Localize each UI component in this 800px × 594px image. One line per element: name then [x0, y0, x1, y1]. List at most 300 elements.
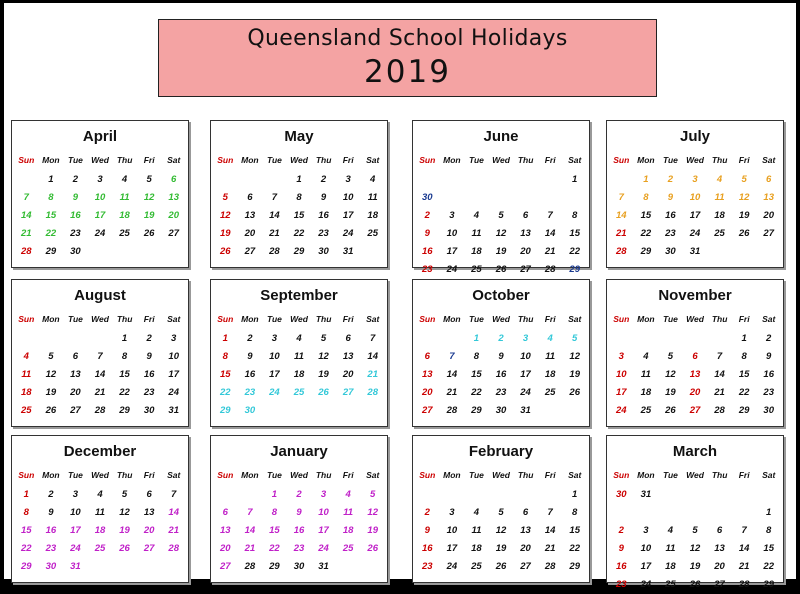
- day-grid: [609, 486, 781, 594]
- day-cell: 18: [714, 210, 725, 221]
- month-name: February: [468, 443, 534, 460]
- day-cell: 10: [640, 543, 652, 554]
- day-cell: 1: [271, 489, 278, 500]
- weekday-label: Tue: [468, 470, 484, 480]
- weekday-label: Thu: [315, 155, 332, 165]
- day-cell: 11: [367, 192, 378, 203]
- day-cell: 20: [143, 525, 155, 536]
- day-cell: 12: [738, 192, 750, 203]
- day-cell: 12: [665, 369, 676, 380]
- day-cell: 16: [143, 369, 155, 380]
- day-cell: 14: [446, 369, 458, 380]
- day-cell: 28: [94, 405, 106, 416]
- day-cell: 8: [473, 351, 480, 362]
- empty-day-cell: [538, 189, 563, 207]
- month-name: September: [260, 287, 338, 304]
- day-cell: 23: [293, 543, 305, 554]
- day-cell: 15: [738, 369, 750, 380]
- day-cell: 31: [342, 246, 354, 257]
- weekday-label: Fri: [342, 314, 354, 324]
- day-cell: 25: [367, 228, 378, 239]
- day-cell: 13: [244, 210, 256, 221]
- day-cell: 30: [70, 246, 81, 257]
- day-cell: 23: [143, 387, 155, 398]
- weekday-label: Mon: [443, 470, 461, 480]
- day-grid: [415, 486, 587, 576]
- weekday-label: Wed: [91, 470, 109, 480]
- day-cell: 30: [615, 489, 627, 500]
- day-cell: 27: [421, 405, 433, 416]
- day-cell: 15: [569, 525, 580, 536]
- day-cell: 20: [244, 228, 256, 239]
- empty-day-cell: [683, 330, 708, 348]
- empty-day-cell: [360, 558, 385, 576]
- day-cell: 20: [421, 387, 433, 398]
- day-cell: 24: [269, 387, 280, 398]
- day-cell: 29: [471, 405, 482, 416]
- day-cell: 25: [640, 405, 652, 416]
- weekday-label: Sat: [366, 470, 380, 480]
- month-name: November: [658, 287, 732, 304]
- day-cell: 5: [146, 174, 152, 185]
- empty-day-cell: [440, 171, 465, 189]
- weekday-header: [213, 155, 385, 165]
- day-cell: 10: [520, 351, 531, 362]
- day-cell: 9: [498, 351, 504, 362]
- weekday-label: Sun: [18, 470, 35, 480]
- weekday-header: [609, 314, 781, 324]
- day-cell: 7: [741, 525, 747, 536]
- day-cell: 21: [615, 228, 627, 239]
- year-label: 2019: [364, 54, 451, 90]
- day-cell: 26: [738, 228, 750, 239]
- weekday-label: Wed: [91, 155, 109, 165]
- day-cell: 1: [121, 333, 128, 344]
- weekday-label: Sun: [419, 470, 436, 480]
- day-cell: 27: [714, 579, 725, 590]
- empty-day-cell: [336, 558, 361, 576]
- day-cell: 13: [168, 192, 179, 203]
- day-cell: 15: [20, 525, 32, 536]
- empty-day-cell: [732, 486, 757, 504]
- weekday-label: Mon: [637, 470, 655, 480]
- day-cell: 25: [20, 405, 32, 416]
- day-cell: 16: [70, 210, 81, 221]
- empty-day-cell: [609, 504, 634, 522]
- weekday-label: Mon: [42, 470, 60, 480]
- day-cell: 22: [219, 387, 231, 398]
- day-cell: 15: [45, 210, 57, 221]
- day-cell: 19: [119, 525, 130, 536]
- weekday-label: Fri: [544, 314, 556, 324]
- empty-day-cell: [287, 402, 312, 420]
- weekday-label: Tue: [67, 470, 83, 480]
- day-cell: 1: [572, 174, 578, 185]
- day-cell: 22: [269, 543, 280, 554]
- day-cell: 22: [640, 228, 652, 239]
- day-cell: 8: [572, 210, 578, 221]
- day-cell: 11: [471, 525, 482, 536]
- day-cell: 5: [320, 333, 327, 344]
- day-cell: 16: [495, 369, 507, 380]
- day-cell: 3: [643, 525, 649, 536]
- day-cell: 22: [45, 228, 57, 239]
- day-cell: 7: [171, 489, 177, 500]
- day-cell: 6: [247, 192, 253, 203]
- day-grid: [14, 486, 186, 576]
- month-name: June: [483, 128, 519, 145]
- day-cell: 1: [296, 174, 302, 185]
- empty-day-cell: [658, 486, 683, 504]
- month-name: May: [284, 128, 314, 145]
- day-cell: 9: [424, 525, 430, 536]
- weekday-label: Thu: [116, 155, 133, 165]
- day-cell: 19: [318, 369, 329, 380]
- day-cell: 19: [219, 228, 231, 239]
- day-cell: 27: [763, 228, 774, 239]
- day-cell: 6: [345, 333, 351, 344]
- day-cell: 30: [143, 405, 155, 416]
- day-cell: 26: [665, 405, 676, 416]
- day-cell: 30: [45, 561, 57, 572]
- day-cell: 18: [471, 543, 482, 554]
- day-cell: 8: [296, 192, 302, 203]
- day-cell: 5: [222, 192, 228, 203]
- weekday-label: Wed: [290, 470, 308, 480]
- day-cell: 10: [269, 351, 280, 362]
- empty-day-cell: [88, 558, 113, 576]
- weekday-label: Thu: [711, 155, 728, 165]
- day-cell: 19: [45, 387, 57, 398]
- day-grid: [213, 486, 385, 576]
- day-cell: 16: [293, 525, 305, 536]
- day-cell: 2: [667, 174, 674, 185]
- day-cell: 5: [692, 525, 698, 536]
- weekday-label: Wed: [686, 470, 704, 480]
- day-cell: 17: [640, 561, 652, 572]
- day-cell: 24: [520, 387, 531, 398]
- weekday-label: Sun: [613, 314, 630, 324]
- day-cell: 30: [665, 246, 676, 257]
- day-cell: 29: [569, 561, 580, 572]
- day-cell: 14: [94, 369, 106, 380]
- day-cell: 8: [23, 507, 29, 518]
- weekday-label: Fri: [544, 155, 556, 165]
- month-card-july: [606, 120, 784, 268]
- day-cell: 27: [520, 264, 531, 275]
- empty-day-cell: [489, 189, 514, 207]
- day-cell: 23: [665, 228, 676, 239]
- weekday-label: Sun: [217, 155, 234, 165]
- day-cell: 20: [342, 369, 354, 380]
- weekday-label: Mon: [42, 155, 60, 165]
- day-cell: 23: [421, 264, 433, 275]
- day-cell: 20: [520, 543, 531, 554]
- day-cell: 14: [615, 210, 627, 221]
- day-grid: [609, 330, 781, 420]
- empty-day-cell: [415, 330, 440, 348]
- day-cell: 13: [342, 351, 354, 362]
- day-cell: 11: [294, 351, 304, 362]
- day-grid: [609, 171, 781, 261]
- day-cell: 12: [318, 351, 329, 362]
- day-cell: 1: [222, 333, 228, 344]
- weekday-header: [415, 314, 587, 324]
- weekday-header: [213, 470, 385, 480]
- month-card-august: [11, 279, 189, 427]
- weekday-label: Tue: [67, 155, 83, 165]
- day-cell: 26: [143, 228, 155, 239]
- day-cell: 11: [343, 507, 354, 518]
- weekday-label: Wed: [492, 470, 510, 480]
- day-cell: 31: [520, 405, 531, 416]
- empty-day-cell: [683, 504, 708, 522]
- day-cell: 21: [20, 228, 32, 239]
- day-cell: 27: [168, 228, 179, 239]
- day-cell: 19: [495, 246, 507, 257]
- weekday-label: Wed: [290, 155, 308, 165]
- day-cell: 26: [689, 579, 701, 590]
- day-cell: 9: [320, 192, 327, 203]
- day-cell: 6: [72, 351, 79, 362]
- day-cell: 24: [615, 405, 627, 416]
- day-cell: 21: [738, 561, 750, 572]
- day-cell: 4: [716, 174, 723, 185]
- day-cell: 2: [766, 333, 772, 344]
- day-cell: 27: [342, 387, 354, 398]
- day-cell: 12: [569, 351, 580, 362]
- day-cell: 4: [23, 351, 29, 362]
- day-cell: 11: [640, 369, 651, 380]
- day-cell: 19: [738, 210, 750, 221]
- day-cell: 25: [665, 579, 676, 590]
- empty-day-cell: [360, 402, 385, 420]
- day-cell: 26: [569, 387, 580, 398]
- day-cell: 30: [293, 561, 305, 572]
- day-cell: 31: [689, 246, 701, 257]
- day-cell: 4: [473, 507, 480, 518]
- day-grid: [14, 330, 186, 420]
- day-cell: 16: [421, 543, 433, 554]
- empty-day-cell: [683, 486, 708, 504]
- month-name: July: [679, 128, 710, 145]
- day-cell: 5: [741, 174, 747, 185]
- weekday-label: Sat: [568, 155, 582, 165]
- empty-day-cell: [238, 171, 263, 189]
- day-cell: 25: [714, 228, 725, 239]
- day-cell: 4: [667, 525, 674, 536]
- day-cell: 21: [94, 387, 106, 398]
- day-cell: 16: [45, 525, 57, 536]
- day-cell: 10: [70, 507, 81, 518]
- day-cell: 6: [766, 174, 772, 185]
- day-cell: 12: [495, 525, 507, 536]
- day-cell: 4: [473, 210, 480, 221]
- day-cell: 13: [219, 525, 231, 536]
- day-cell: 2: [618, 525, 624, 536]
- weekday-label: Fri: [738, 314, 750, 324]
- weekday-label: Thu: [517, 314, 534, 324]
- empty-day-cell: [88, 330, 113, 348]
- day-cell: 8: [48, 192, 54, 203]
- day-cell: 29: [119, 405, 130, 416]
- day-cell: 25: [94, 543, 106, 554]
- day-cell: 1: [572, 489, 578, 500]
- day-cell: 16: [318, 210, 329, 221]
- weekday-label: Mon: [637, 155, 655, 165]
- day-cell: 1: [23, 489, 29, 500]
- day-cell: 3: [618, 351, 624, 362]
- day-cell: 6: [146, 489, 152, 500]
- day-cell: 20: [763, 210, 774, 221]
- weekday-label: Tue: [468, 314, 484, 324]
- day-cell: 2: [424, 210, 430, 221]
- empty-day-cell: [161, 243, 186, 261]
- day-cell: 25: [471, 264, 482, 275]
- month-card-september: [210, 279, 388, 427]
- day-cell: 12: [45, 369, 57, 380]
- day-cell: 3: [97, 174, 103, 185]
- day-cell: 22: [738, 387, 750, 398]
- empty-day-cell: [658, 504, 683, 522]
- day-cell: 7: [247, 507, 253, 518]
- month-name: March: [672, 443, 718, 460]
- day-cell: 7: [618, 192, 624, 203]
- month-name: December: [63, 443, 137, 460]
- weekday-label: Fri: [143, 314, 155, 324]
- day-cell: 29: [569, 264, 580, 275]
- day-cell: 20: [520, 246, 531, 257]
- day-cell: 26: [495, 561, 507, 572]
- weekday-label: Sun: [18, 155, 35, 165]
- day-cell: 7: [547, 210, 553, 221]
- weekday-label: Sun: [613, 470, 630, 480]
- empty-day-cell: [513, 171, 538, 189]
- month-card-december: [11, 435, 189, 583]
- weekday-label: Mon: [637, 314, 655, 324]
- day-cell: 6: [522, 507, 529, 518]
- day-cell: 3: [320, 489, 327, 500]
- day-cell: 3: [449, 210, 455, 221]
- empty-day-cell: [658, 330, 683, 348]
- month-card-march: [606, 435, 784, 590]
- day-cell: 28: [714, 405, 725, 416]
- day-cell: 28: [738, 579, 750, 590]
- empty-day-cell: [440, 330, 465, 348]
- empty-day-cell: [311, 402, 336, 420]
- day-cell: 25: [544, 387, 556, 398]
- empty-day-cell: [440, 486, 465, 504]
- weekday-label: Thu: [517, 155, 534, 165]
- day-cell: 12: [367, 507, 378, 518]
- weekday-label: Thu: [116, 314, 133, 324]
- day-cell: 29: [738, 405, 750, 416]
- day-cell: 5: [667, 351, 674, 362]
- day-cell: 5: [498, 210, 504, 221]
- day-cell: 27: [689, 405, 701, 416]
- weekday-label: Sun: [419, 314, 436, 324]
- day-grid: [415, 330, 587, 420]
- day-cell: 17: [70, 525, 81, 536]
- day-cell: 29: [640, 246, 652, 257]
- weekday-label: Sun: [217, 470, 234, 480]
- day-cell: 18: [665, 561, 676, 572]
- day-cell: 14: [168, 507, 179, 518]
- day-cell: 1: [766, 507, 772, 518]
- day-cell: 14: [244, 525, 256, 536]
- empty-day-cell: [756, 486, 781, 504]
- day-grid: [213, 330, 385, 420]
- day-cell: 6: [716, 525, 723, 536]
- day-cell: 13: [763, 192, 774, 203]
- day-cell: 2: [72, 174, 79, 185]
- empty-day-cell: [513, 189, 538, 207]
- day-cell: 15: [219, 369, 231, 380]
- weekday-label: Mon: [42, 314, 60, 324]
- day-cell: 23: [70, 228, 81, 239]
- day-cell: 28: [20, 246, 32, 257]
- day-cell: 26: [367, 543, 378, 554]
- empty-day-cell: [609, 330, 634, 348]
- day-cell: 23: [615, 579, 627, 590]
- day-cell: 14: [20, 210, 32, 221]
- day-cell: 14: [738, 543, 750, 554]
- day-cell: 2: [296, 489, 302, 500]
- day-cell: 9: [296, 507, 302, 518]
- day-cell: 23: [421, 561, 433, 572]
- weekday-label: Fri: [342, 155, 354, 165]
- day-cell: 13: [520, 525, 531, 536]
- empty-day-cell: [756, 243, 781, 261]
- weekday-label: Sat: [568, 470, 582, 480]
- day-cell: 18: [342, 525, 354, 536]
- empty-day-cell: [707, 486, 732, 504]
- day-cell: 18: [367, 210, 378, 221]
- day-cell: 8: [766, 525, 772, 536]
- weekday-label: Tue: [662, 314, 678, 324]
- weekday-label: Tue: [662, 155, 678, 165]
- day-cell: 21: [446, 387, 458, 398]
- day-cell: 22: [293, 228, 305, 239]
- day-cell: 4: [643, 351, 649, 362]
- day-cell: 5: [498, 507, 504, 518]
- weekday-label: Thu: [116, 470, 133, 480]
- day-cell: 6: [692, 351, 698, 362]
- weekday-label: Tue: [662, 470, 678, 480]
- day-cell: 12: [689, 543, 701, 554]
- day-cell: 2: [247, 333, 253, 344]
- day-cell: 11: [119, 192, 130, 203]
- day-cell: 13: [714, 543, 725, 554]
- day-cell: 22: [569, 543, 580, 554]
- day-cell: 12: [143, 192, 155, 203]
- weekday-label: Sun: [18, 314, 35, 324]
- empty-day-cell: [112, 558, 137, 576]
- day-cell: 24: [70, 543, 81, 554]
- day-cell: 18: [20, 387, 32, 398]
- month-card-january: [210, 435, 388, 583]
- day-cell: 29: [293, 246, 305, 257]
- month-card-october: [412, 279, 590, 427]
- day-cell: 26: [495, 264, 507, 275]
- empty-day-cell: [63, 330, 88, 348]
- day-cell: 31: [168, 405, 179, 416]
- weekday-header: [14, 470, 186, 480]
- day-cell: 1: [643, 174, 649, 185]
- day-cell: 7: [23, 192, 29, 203]
- day-cell: 10: [446, 525, 458, 536]
- day-cell: 6: [424, 351, 430, 362]
